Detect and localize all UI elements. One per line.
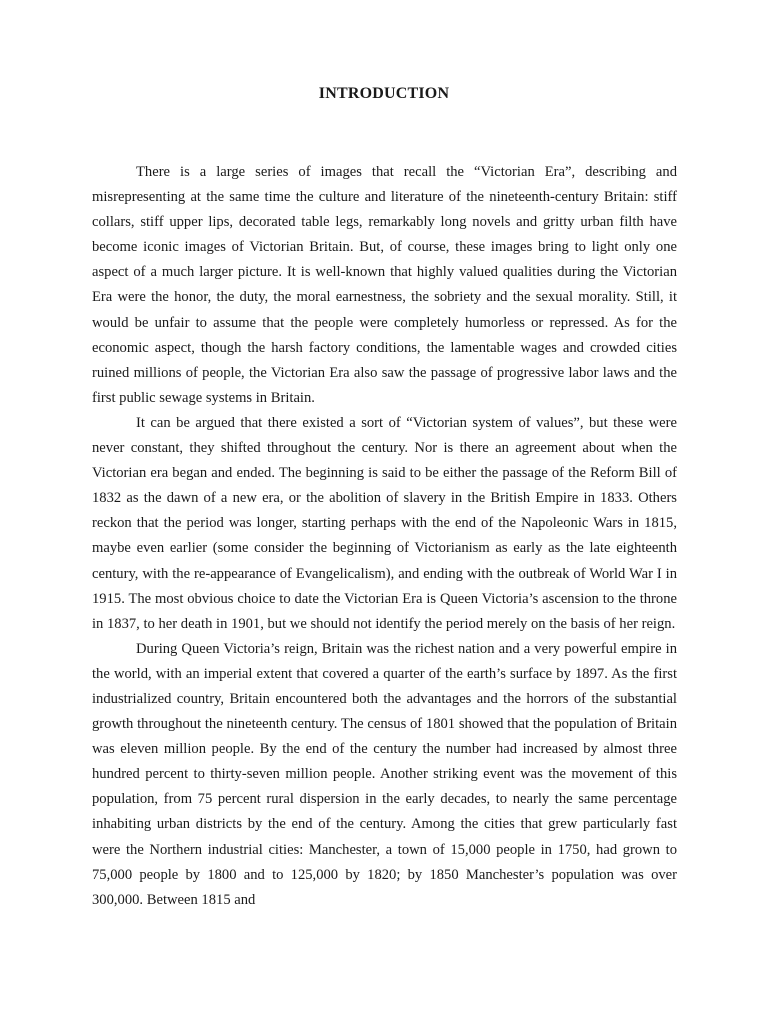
- paragraph-1: There is a large series of images that recall the “Victorian Era”, describing and misrepresenting at the same time the culture and literature of the nineteenth-century Britain: stiff collars, stiff upper lips, decorated table legs, remarkably long novels and gritty urban filth have become iconic images of Victorian Britain. But, of course, these images bring to light only one aspect of a much larger picture. It is well-known that highly valued qualities during the Victorian Era were the honor, the duty, the moral earnestness, the sobriety and the sexual morality. Still, it would be unfair to assume that the people were completely humorless or repressed. As for the economic aspect, though the harsh factory conditions, the lamentable wages and crowded cities ruined millions of people, the Victorian Era also saw the passage of progressive labor laws and the first public sewage systems in Britain.: [92, 164, 677, 406]
- paragraph-3: During Queen Victoria’s reign, Britain was the richest nation and a very powerful empire in the world, with an imperial extent that covered a quarter of the earth’s surface by 1897. As the first industrialized country, Britain encountered both the advantages and the horrors of the substantial growth throughout the nineteenth century. The census of 1801 showed that the population of Britain was eleven million people. By the end of the century the number had increased by almost three hundred percent to thirty-seven million people. Another striking event was the movement of this population, from 75 percent rural dispersion in the early decades, to nearly the same percentage inhabiting urban districts by the end of the century. Among the cities that grew particularly fast were the Northern industrial cities: Manchester, a town of 15,000 people in 1750, had grown to 75,000 people by 1800 and to 125,000 by 1820; by 1850 Manchester’s population was over 300,000. Between 1815 and: [92, 640, 677, 908]
- body-text: [92, 160, 677, 913]
- paragraph-2: It can be argued that there existed a sort of “Victorian system of values”, but these were never constant, they shifted throughout the century. Nor is there an agreement about when the Victorian era began and ended. The beginning is said to be either the passage of the Reform Bill of 1832 as the dawn of a new era, or the abolition of slavery in the British Empire in 1833. Others reckon that the period was longer, starting perhaps with the end of the Napoleonic Wars in 1815, maybe even earlier (some consider the beginning of Victorianism as early as the late eighteenth century, with the re-appearance of Evangelicalism), and ending with the outbreak of World War I in 1915. The most obvious choice to date the Victorian Era is Queen Victoria’s ascension to the throne in 1837, to her death in 1901, but we should not identify the period merely on the basis of her reign.: [92, 414, 677, 632]
- page-title: INTRODUCTION: [318, 85, 450, 102]
